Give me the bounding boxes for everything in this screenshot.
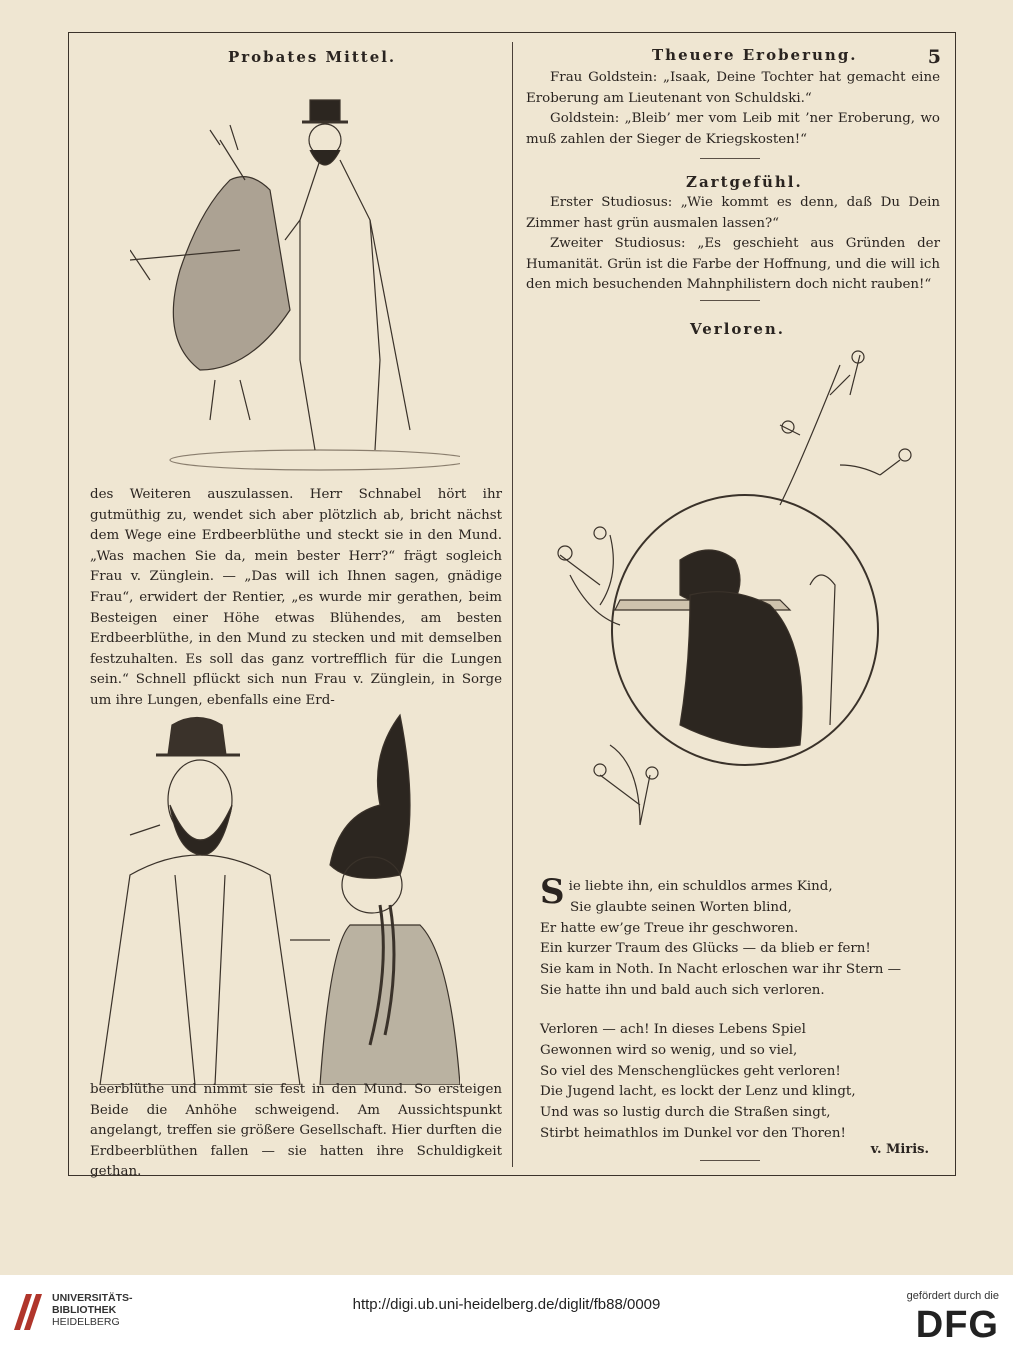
poem-dropcap: S xyxy=(540,872,565,912)
column-divider xyxy=(512,42,513,1167)
section2-line1: Erster Studiosus: „Wie kommt es denn, daß Du Dein Zimmer hast grün ausmalen lassen?“ xyxy=(526,195,940,231)
poem-author: v. Miris. xyxy=(870,1142,929,1157)
section3-title: Verloren. xyxy=(690,320,785,338)
illustration-couple-portrait xyxy=(90,705,460,1085)
section1-line1: Frau Goldstein: „Isaak, Deine Tochter hat gemacht eine Eroberung am Lieutenant von Schuldski.“ xyxy=(526,70,940,106)
illustration-woman-at-table xyxy=(540,345,940,855)
library-logo-text[interactable]: UNIVERSITÄTS- BIBLIOTHEK HEIDELBERG xyxy=(52,1292,133,1328)
poem-line: Gewonnen wird so wenig, und so viel, xyxy=(540,1042,798,1058)
left-paragraph-2: beerblüthe und nimmt sie fest in den Mund. So ersteigen Beide die Anhöhe schweigend. Am Aussichtspunkt angelangt, treffen sie größere Gesellschaft. Hier durften die Erdbeerblüthen fallen — sie hatten ihre Schuldigkeit gethan. xyxy=(90,1082,502,1180)
source-url-link[interactable]: http://digi.ub.uni-heidelberg.de/diglit/fb88/0009 xyxy=(352,1296,661,1313)
poem-line: Sie hatte ihn und bald auch sich verloren. xyxy=(540,982,825,998)
illustration-couple-walking xyxy=(130,80,460,475)
poem-stanza-2 xyxy=(540,1020,920,1145)
poem-line: Stirbt heimathlos im Dunkel vor den Thoren! xyxy=(540,1125,846,1141)
section-divider xyxy=(700,158,760,159)
section2-line2: Zweiter Studiosus: „Es geschieht aus Gründen der Humanität. Grün ist die Farbe der Hoffnung, und die will ich den mich besuchenden Mahnphilistern doch nicht rauben!“ xyxy=(526,236,940,293)
poem-line: So viel des Menschenglückes geht verloren! xyxy=(540,1063,841,1079)
section-divider xyxy=(700,300,760,301)
poem-line: ie liebte ihn, ein schuldlos armes Kind, xyxy=(568,879,833,894)
poem-line: Und was so lustig durch die Straßen singt, xyxy=(540,1105,831,1121)
section1-title: Theuere Eroberung. xyxy=(652,46,858,64)
left-paragraph-1: des Weiteren auszulassen. Herr Schnabel hört ihr gutmüthig zu, wendet sich aber plötzlich ab, bricht nächst dem Wege eine Erdbeerblüthe und steckt sie in den Mund. „Was machen Sie da, mein bester Herr?“ frägt sogleich Frau v. Zünglein. — „Das will ich Ihnen sagen, gnädige Frau“, erwidert der Rentier, „es wurde mir gerathen, beim Besteigen einer Höhe etwas Blühendes, am besten Erdbeerblüthe, in den Mund zu stecken und mit demselben festzuhalten. Es soll das ganz vortrefflich für die Lungen sein.“ Schnell pflückt sich nun Frau v. Zünglein, in Sorge um ihre Lungen, ebenfalls eine Erd- xyxy=(90,487,502,708)
section-divider xyxy=(700,1160,760,1161)
dfg-logo[interactable]: DFG xyxy=(915,1304,999,1346)
page-number: 5 xyxy=(927,46,941,68)
section2-title: Zartgefühl. xyxy=(686,173,803,191)
poem-line: Ein kurzer Traum des Glücks — da blieb er fern! xyxy=(540,941,871,957)
funding-label: gefördert durch die xyxy=(906,1290,999,1302)
poem-line: Verloren — ach! In dieses Lebens Spiel xyxy=(540,1022,806,1037)
poem-line: Sie glaubte seinen Worten blind, xyxy=(570,899,792,915)
section2-text xyxy=(526,193,940,296)
section1-line2: Goldstein: „Bleib’ mer vom Leib mit ’ner Eroberung, wo muß zahlen der Sieger de Kriegskosten!“ xyxy=(526,111,940,147)
section1-text xyxy=(526,68,940,150)
poem-stanza-1 xyxy=(540,872,920,1002)
poem-line: Er hatte ew’ge Treue ihr geschworen. xyxy=(540,920,799,936)
poem-line: Sie kam in Noth. In Nacht erloschen war ihr Stern — xyxy=(540,962,902,978)
left-title: Probates Mittel. xyxy=(228,48,397,66)
poem-line: Die Jugend lacht, es lockt der Lenz und klingt, xyxy=(540,1084,856,1100)
